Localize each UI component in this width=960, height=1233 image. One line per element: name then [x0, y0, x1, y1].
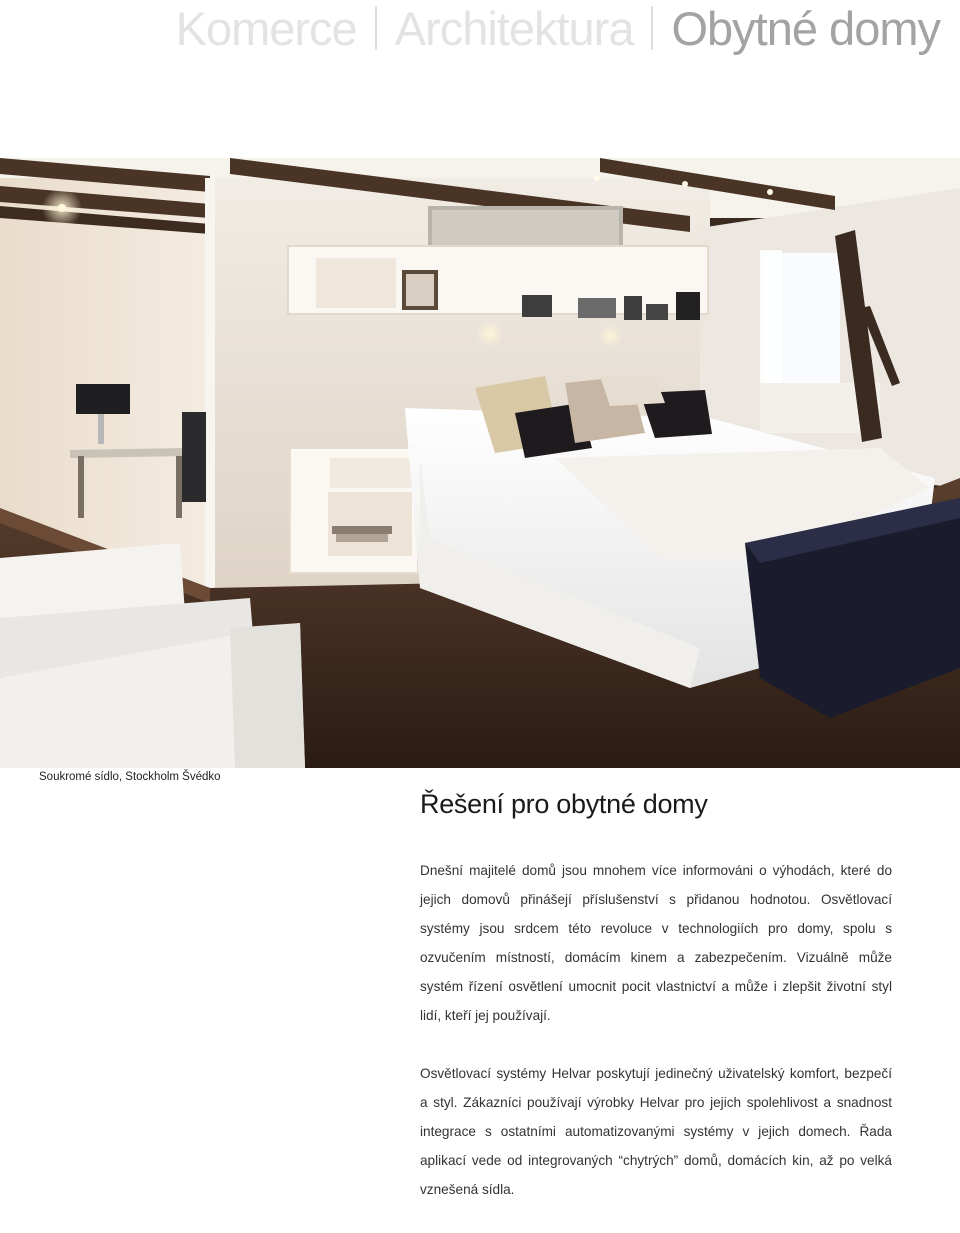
section-nav — [176, 0, 940, 56]
photo-caption: Soukromé sídlo, Stockholm Švédko — [39, 771, 221, 783]
nav-item-architektura[interactable]: Architektura — [394, 1, 634, 55]
nav-divider — [651, 6, 653, 50]
nav-item-obytne-domy[interactable]: Obytné domy — [671, 1, 940, 55]
nav-divider — [375, 6, 377, 50]
nav-item-komerce[interactable]: Komerce — [175, 1, 357, 55]
article-body — [420, 856, 892, 1233]
article-paragraph: Dnešní majitelé domů jsou mnohem více informováni o výhodách, které do jejich domovů přinášejí příslušenství s přidanou hodnotou. Osvětlovací systémy jsou srdcem této revoluce v technologiích pro domy, spolu s ozvučením místností, domácím kinem a zabezpečením. Vizuálně může systém řízení osvětlení umocnit pocit vlastnictví a může i zlepšit životní styl lidí, kteří jej používají. — [420, 863, 892, 1023]
article-paragraph: Osvětlovací systémy Helvar poskytují jedinečný uživatelský komfort, bezpečí a styl. Zákazníci používají výrobky Helvar pro jejich spolehlivost a snadnost integrace s ostatními automatizovanými systémy v jejich domech. Řada aplikací vede od integrovaných “chytrých” domů, domácích kin, až po velká vznešená sídla. — [420, 1066, 892, 1197]
bedroom-illustration — [0, 158, 960, 768]
article-title: Řešení pro obytné domy — [420, 789, 708, 819]
bedroom-photo — [0, 158, 960, 768]
